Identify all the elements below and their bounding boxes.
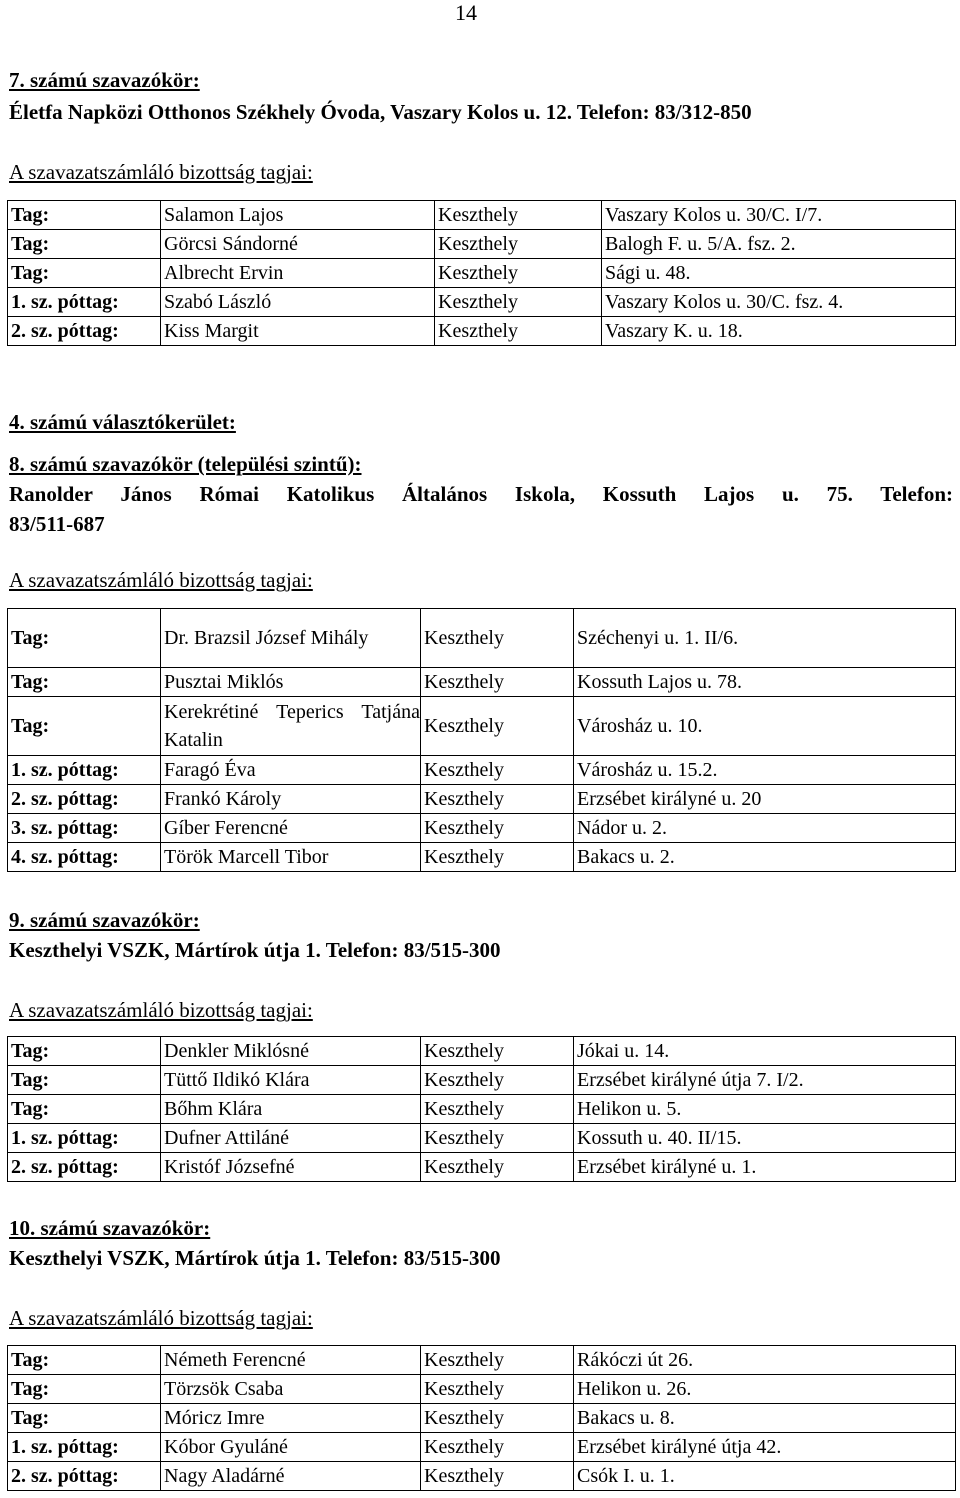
section-10-title: 10. számú szavazókör: xyxy=(9,1216,211,1240)
page-number: 14 xyxy=(455,0,477,25)
member-city: Keszthely xyxy=(421,1462,574,1491)
member-role: 2. sz. póttag: xyxy=(8,1153,161,1182)
member-role: Tag: xyxy=(8,1066,161,1095)
member-name: Törzsök Csaba xyxy=(161,1375,421,1404)
member-address: Vaszary Kolos u. 30/C. fsz. 4. xyxy=(602,288,956,317)
section-10-address: Keszthelyi VSZK, Mártírok útja 1. Telefon: 83/515-300 xyxy=(9,1246,501,1270)
member-name: Tüttő Ildikó Klára xyxy=(161,1066,421,1095)
member-address: Jókai u. 14. xyxy=(574,1037,956,1066)
member-address: Helikon u. 26. xyxy=(574,1375,956,1404)
member-name: Móricz Imre xyxy=(161,1404,421,1433)
member-name: Salamon Lajos xyxy=(161,201,435,230)
member-row xyxy=(8,1375,956,1404)
member-address: Helikon u. 5. xyxy=(574,1095,956,1124)
member-city: Keszthely xyxy=(421,814,574,843)
member-address: Erzsébet királyné útja 7. I/2. xyxy=(574,1066,956,1095)
member-address: Széchenyi u. 1. II/6. xyxy=(574,609,956,668)
member-name: Dufner Attiláné xyxy=(161,1124,421,1153)
section-7-title: 7. számú szavazókör: xyxy=(9,68,200,92)
member-role: 1. sz. póttag: xyxy=(8,1124,161,1153)
member-row xyxy=(8,1124,956,1153)
member-city: Keszthely xyxy=(421,1124,574,1153)
member-address: Vaszary Kolos u. 30/C. I/7. xyxy=(602,201,956,230)
member-city: Keszthely xyxy=(421,1095,574,1124)
member-name: Faragó Éva xyxy=(161,756,421,785)
member-address: Rákóczi út 26. xyxy=(574,1346,956,1375)
member-role: Tag: xyxy=(8,1375,161,1404)
member-city: Keszthely xyxy=(435,288,602,317)
member-address: Balogh F. u. 5/A. fsz. 2. xyxy=(602,230,956,259)
member-role: Tag: xyxy=(8,697,161,756)
member-row xyxy=(8,609,956,668)
member-name: Szabó László xyxy=(161,288,435,317)
member-name: Dr. Brazsil József Mihály xyxy=(161,609,421,668)
section-7-committee-heading: A szavazatszámláló bizottság tagjai: xyxy=(9,160,313,184)
member-name: Denkler Miklósné xyxy=(161,1037,421,1066)
member-role: 1. sz. póttag: xyxy=(8,756,161,785)
member-city: Keszthely xyxy=(421,1375,574,1404)
member-city: Keszthely xyxy=(421,1153,574,1182)
member-row xyxy=(8,1404,956,1433)
member-city: Keszthely xyxy=(421,785,574,814)
member-role: Tag: xyxy=(8,609,161,668)
member-name: Kerekrétiné Teperics Tatjána Katalin xyxy=(161,697,421,756)
section-9-title: 9. számú szavazókör: xyxy=(9,908,200,932)
member-role: 2. sz. póttag: xyxy=(8,785,161,814)
member-address: Városház u. 10. xyxy=(574,697,956,756)
member-city: Keszthely xyxy=(435,230,602,259)
section-8-address-line2: 83/511-687 xyxy=(9,512,105,536)
member-row xyxy=(8,317,956,346)
member-city: Keszthely xyxy=(421,1346,574,1375)
member-row xyxy=(8,201,956,230)
member-role: 2. sz. póttag: xyxy=(8,317,161,346)
member-row xyxy=(8,259,956,288)
member-row xyxy=(8,814,956,843)
section-8-members-table xyxy=(7,608,956,872)
member-address: Kossuth u. 40. II/15. xyxy=(574,1124,956,1153)
member-name: Görcsi Sándorné xyxy=(161,230,435,259)
member-city: Keszthely xyxy=(421,697,574,756)
member-role: Tag: xyxy=(8,668,161,697)
member-name: Bőhm Klára xyxy=(161,1095,421,1124)
member-row xyxy=(8,697,956,756)
district-4-title: 4. számú választókerület: xyxy=(9,410,236,434)
member-row xyxy=(8,756,956,785)
member-address: Bakacs u. 8. xyxy=(574,1404,956,1433)
member-address: Sági u. 48. xyxy=(602,259,956,288)
member-role: Tag: xyxy=(8,230,161,259)
member-city: Keszthely xyxy=(435,317,602,346)
member-name: Németh Ferencné xyxy=(161,1346,421,1375)
member-role: Tag: xyxy=(8,1404,161,1433)
member-name: Gíber Ferencné xyxy=(161,814,421,843)
member-address: Nádor u. 2. xyxy=(574,814,956,843)
member-row xyxy=(8,1462,956,1491)
member-row xyxy=(8,785,956,814)
member-name: Frankó Károly xyxy=(161,785,421,814)
section-7-address: Életfa Napközi Otthonos Székhely Óvoda, Vaszary Kolos u. 12. Telefon: 83/312-850 xyxy=(9,100,752,124)
member-city: Keszthely xyxy=(421,756,574,785)
section-8-committee-heading: A szavazatszámláló bizottság tagjai: xyxy=(9,568,313,592)
member-row xyxy=(8,1153,956,1182)
member-address: Erzsébet királyné u. 1. xyxy=(574,1153,956,1182)
member-role: 3. sz. póttag: xyxy=(8,814,161,843)
member-role: Tag: xyxy=(8,201,161,230)
section-7-members-table xyxy=(7,200,956,346)
member-name: Pusztai Miklós xyxy=(161,668,421,697)
member-role: Tag: xyxy=(8,1346,161,1375)
section-10-members-table xyxy=(7,1345,956,1491)
member-role: Tag: xyxy=(8,1095,161,1124)
member-city: Keszthely xyxy=(421,1404,574,1433)
member-row xyxy=(8,230,956,259)
member-role: 1. sz. póttag: xyxy=(8,1433,161,1462)
member-role: 2. sz. póttag: xyxy=(8,1462,161,1491)
member-city: Keszthely xyxy=(421,843,574,872)
member-city: Keszthely xyxy=(435,259,602,288)
member-address: Vaszary K. u. 18. xyxy=(602,317,956,346)
member-name: Török Marcell Tibor xyxy=(161,843,421,872)
member-city: Keszthely xyxy=(421,1066,574,1095)
member-role: 4. sz. póttag: xyxy=(8,843,161,872)
member-row xyxy=(8,288,956,317)
member-name: Kiss Margit xyxy=(161,317,435,346)
member-role: Tag: xyxy=(8,1037,161,1066)
member-address: Városház u. 15.2. xyxy=(574,756,956,785)
member-role: 1. sz. póttag: xyxy=(8,288,161,317)
member-address: Csók I. u. 1. xyxy=(574,1462,956,1491)
section-9-committee-heading: A szavazatszámláló bizottság tagjai: xyxy=(9,998,313,1022)
member-address: Kossuth Lajos u. 78. xyxy=(574,668,956,697)
member-row xyxy=(8,1095,956,1124)
section-8-title: 8. számú szavazókör (települési szintű): xyxy=(9,452,362,476)
member-row xyxy=(8,1037,956,1066)
member-row xyxy=(8,1433,956,1462)
member-address: Bakacs u. 2. xyxy=(574,843,956,872)
member-row xyxy=(8,1066,956,1095)
member-city: Keszthely xyxy=(421,609,574,668)
member-name: Albrecht Ervin xyxy=(161,259,435,288)
member-city: Keszthely xyxy=(421,1433,574,1462)
member-address: Erzsébet királyné u. 20 xyxy=(574,785,956,814)
member-name: Nagy Aladárné xyxy=(161,1462,421,1491)
member-row xyxy=(8,1346,956,1375)
member-name: Kóbor Gyuláné xyxy=(161,1433,421,1462)
member-city: Keszthely xyxy=(435,201,602,230)
member-row xyxy=(8,668,956,697)
section-8-address-line1: Ranolder János Római Katolikus Általános Iskola, Kossuth Lajos u. 75. Telefon: xyxy=(9,482,953,506)
section-9-address: Keszthelyi VSZK, Mártírok útja 1. Telefon: 83/515-300 xyxy=(9,938,501,962)
member-role: Tag: xyxy=(8,259,161,288)
member-row xyxy=(8,843,956,872)
section-10-committee-heading: A szavazatszámláló bizottság tagjai: xyxy=(9,1306,313,1330)
section-9-members-table xyxy=(7,1036,956,1182)
member-city: Keszthely xyxy=(421,1037,574,1066)
member-name: Kristóf Józsefné xyxy=(161,1153,421,1182)
member-address: Erzsébet királyné útja 42. xyxy=(574,1433,956,1462)
member-city: Keszthely xyxy=(421,668,574,697)
